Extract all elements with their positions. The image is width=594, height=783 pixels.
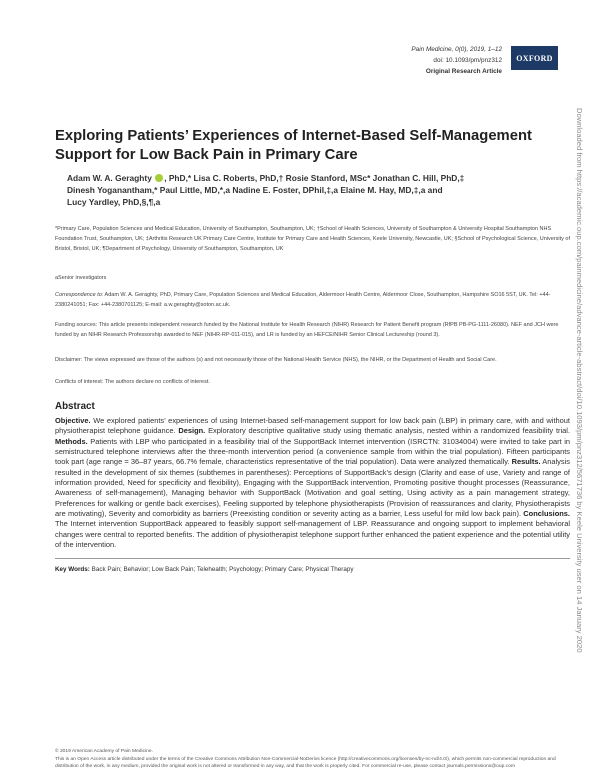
affiliations: *Primary Care, Population Sciences and Medical Education, University of Southampton, Southampton, UK; †School of Health Sciences, University of Southampton & University Hospital Southampton NHS Foundation Trust, Southampton, UK; ‡Arthritis Research UK Primary Care Centre, Institute for Primary Care and Health Sciences, Keele University, Newcastle, UK; §School of Psychological Science, University of Bristol, Bristol, UK; ¶Department of Psychology, University of Southampton, Southampton, UK bbox=[55, 226, 570, 253]
funding-sources: Funding sources: This article presents independent research funded by the National Institute for Health Research (NIHR) Research for Patient Benefit program (RfPB PB-PG-1111-26080). NEF and JCH were funded by an NIHR Research Professorship awarded to NEF (NIHR-RP-011-015), and LR is funded by an HEFCE/NIHR Senior Clinical Lectureship (round 3). bbox=[55, 322, 559, 339]
author-line bbox=[67, 172, 570, 184]
conclusions-text: The Internet intervention SupportBack appeared to feasibly support self-management of LBP. Reassurance and ongoing support to implement behavioral changes were central to reported benefits. The addition of physiotherapist telephone support further enhanced the patient experience and the potential utility of the intervention. bbox=[55, 519, 570, 550]
divider bbox=[55, 558, 570, 559]
article-type: Original Research Article bbox=[425, 68, 502, 75]
author-line: Dinesh Yoganantham,* Paul Little, MD,*,a Nadine E. Foster, DPhil,‡,a Elaine M. Hay, MD,‡,a and bbox=[67, 185, 443, 195]
author-name: , PhD,* Lisa C. Roberts, PhD,† Rosie Stanford, MSc* Jonathan C. Hill, PhD,‡ bbox=[164, 173, 465, 183]
correspondence bbox=[55, 290, 570, 310]
author-name: Adam W. A. Geraghty bbox=[67, 173, 152, 183]
article-title bbox=[55, 127, 570, 165]
objective-label: Objective. bbox=[55, 416, 91, 426]
disclaimer: Disclaimer: The views expressed are those of the authors (s) and not necessarily those of the National Health Service (NHS), the NIHR, or the Department of Health and Social Care. bbox=[55, 356, 497, 363]
orcid-icon[interactable] bbox=[155, 174, 163, 182]
article-front-matter bbox=[55, 127, 570, 573]
keywords-label: Key Words: bbox=[55, 565, 90, 573]
results-text: Analysis resulted in the development of six themes (subthemes in parentheses): Perceptions of SupportBack’s design (Clarity and ease of use, Variety and range of information provided, Need for specificity and flexibility), Engaging with the SupportBack intervention, Promoting positive thought processes (Reassurance, Awareness of self-management), Managing behavior with SupportBack (Motivation and goal setting, Using activity as a pain management strategy, Preferences for walking or gentle back exercises), Feeling supported by telephone physiotherapists (Provision of reassurances and clarity, Physiotherapists are motivating), Severity and comorbidity as barriers (Preexisting condition or severity acting as a barrier, Less useful for mild low back pain). bbox=[55, 457, 570, 519]
conflicts-of-interest: Conflicts of interest: The authors declare no conflicts of interest. bbox=[55, 378, 210, 385]
objective-text: We explored patients’ experiences of using Internet-based self-management support for low back pain (LBP) in primary care, with and without physiotherapist telephone guidance. bbox=[55, 416, 570, 436]
abstract-heading: Abstract bbox=[55, 401, 95, 413]
conclusions-label: Conclusions. bbox=[523, 509, 570, 519]
download-banner: Downloaded from https://academic.oup.com/painmedicine/advance-article-abstract/doi/10.1093/pm/pnz312/5671736 by Keele University user on 14 January 2020 bbox=[575, 108, 584, 653]
author-line: Lucy Yardley, PhD,§,¶,a bbox=[67, 197, 161, 207]
senior-investigators-note: aSenior investigators bbox=[55, 274, 107, 281]
license-text: This is an Open Access article distributed under the terms of the Creative Commons Attribution Non-Commercial-NoDerivs licence (http://creativecommons.org/licenses/by-nc-nd/4.0/), which permits non-commercial reproduction and distribution of the work, in any medium, provided the original work is not altered or transformed in any way, and that the work is properly cited. For commercial re-use, please contact journals.permissions@oup.com bbox=[55, 756, 556, 769]
design-text: Exploratory descriptive qualitative study using thematic analysis, nested within a randomized feasibility trial. bbox=[205, 426, 571, 436]
abstract-body bbox=[55, 416, 570, 550]
design-label: Design. bbox=[178, 426, 206, 436]
keywords-text: Back Pain; Behavior; Low Back Pain; Telehealth; Psychology; Primary Care; Physical Therapy bbox=[89, 565, 354, 573]
article-doi[interactable]: doi: 10.1093/pm/pnz312 bbox=[433, 57, 502, 64]
copyright-notice: © 2019 American Academy of Pain Medicine. bbox=[55, 749, 153, 754]
methods-label: Methods. bbox=[55, 436, 88, 446]
correspondence-label: Correspondence to: bbox=[55, 291, 104, 298]
title-line: Support for Low Back Pain in Primary Care bbox=[55, 147, 358, 163]
author-list bbox=[67, 172, 570, 208]
license-footer bbox=[55, 748, 570, 771]
journal-header bbox=[411, 44, 502, 77]
keywords bbox=[55, 566, 570, 573]
methods-text: Patients with LBP who participated in a feasibility trial of the SupportBack Internet intervention (ISRCTN: 31034004) were invited to take part in semistructured telephone interviews after the three-month intervention period (a convenience sample from within the trial population). Fifteen participants took part (age range = 36–87 years, 66.7% female, characteristics representative of the trial population). Data were analyzed thematically. bbox=[55, 436, 570, 467]
correspondence-text: Adam W. A. Geraghty, PhD, Primary Care, Population Sciences and Medical Education, Aldermoor Health Centre, Aldermoor Close, Southampton, Hampshire SO16 5ST, UK. Tel: +44-2380241051; Fax: +44-2380701125; E-mail: a.w.geraghty@soton.ac.uk. bbox=[55, 291, 551, 309]
results-label: Results. bbox=[511, 457, 541, 467]
oxford-logo: OXFORD bbox=[511, 46, 558, 70]
title-line: Exploring Patients’ Experiences of Internet-Based Self-Management bbox=[55, 128, 532, 144]
journal-citation: Pain Medicine, 0(0), 2019, 1–12 bbox=[411, 46, 502, 53]
